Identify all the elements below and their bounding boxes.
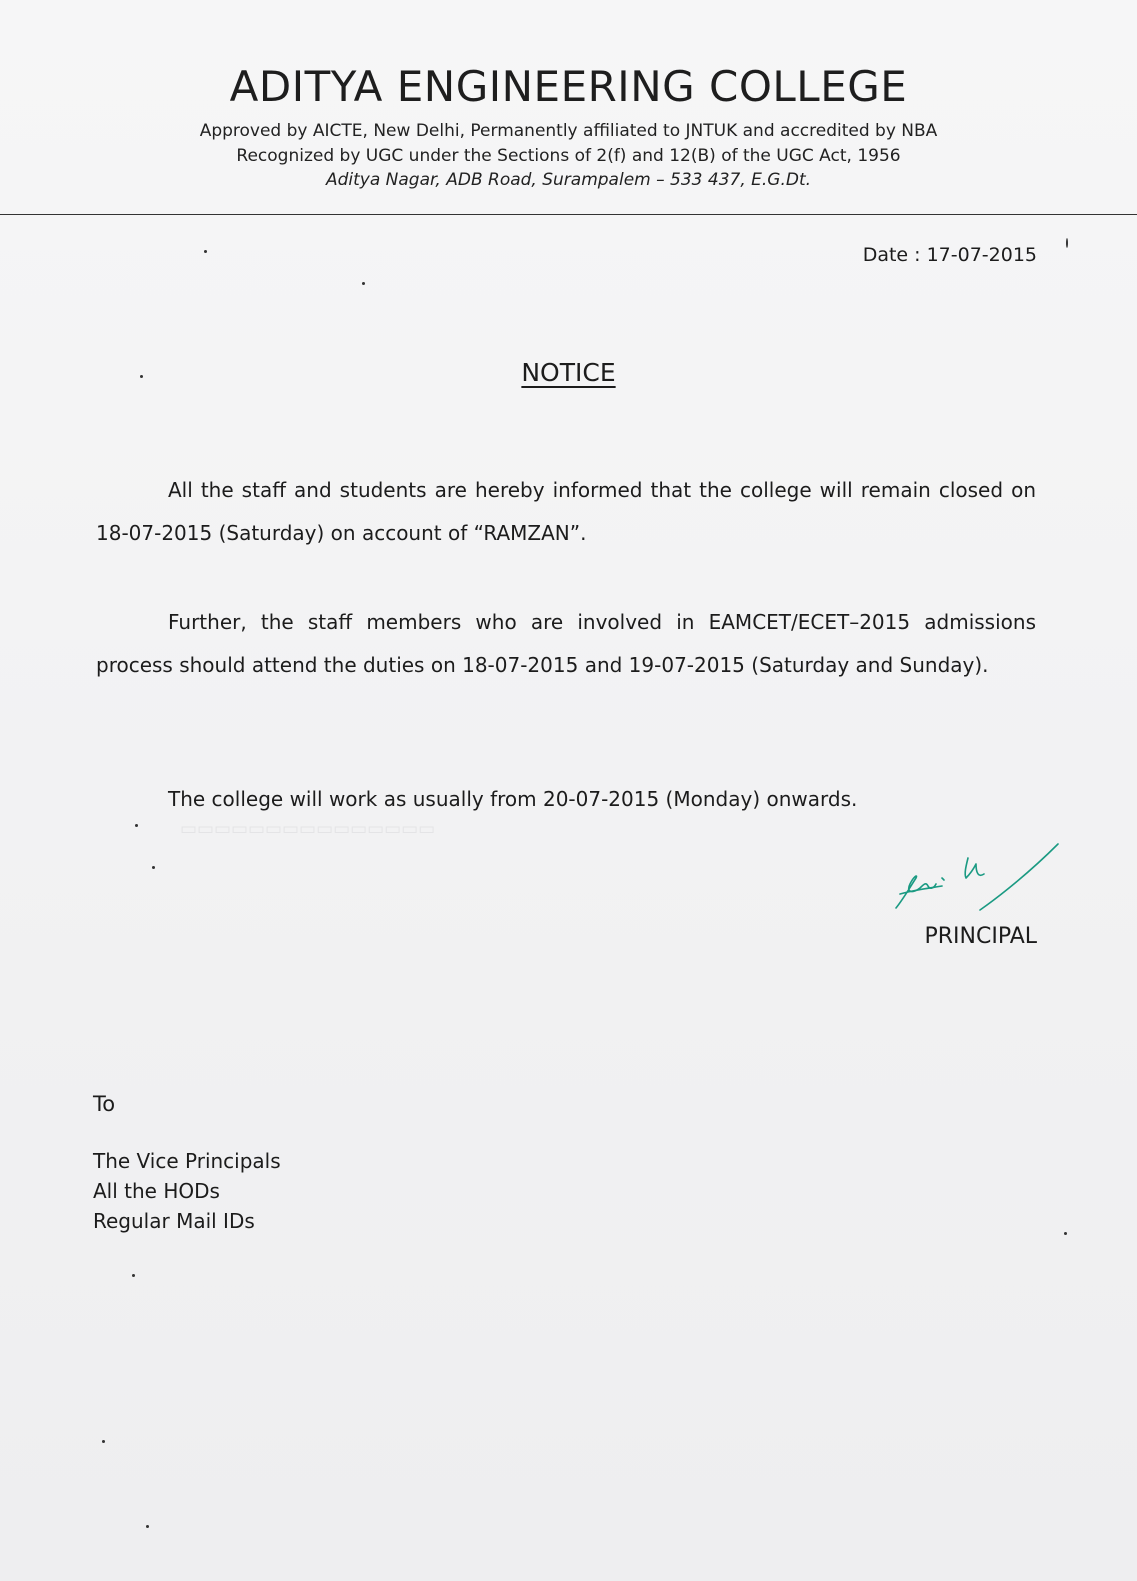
to-label: To: [93, 1092, 116, 1116]
show-through-artifact: ▭▭▭▭▭▭▭▭▭▭▭▭▭▭▭: [180, 820, 436, 841]
notice-date: Date : 17-07-2015: [862, 244, 1037, 266]
header-divider: [0, 214, 1137, 215]
principal-signature: [890, 838, 1070, 918]
scan-speck: [1066, 238, 1068, 248]
notice-paragraph-1: All the staff and students are hereby informed that the college will remain closed on 18-07-2015 (Saturday) on account of “RAMZAN”.: [96, 478, 1036, 545]
notice-paragraph-2: Further, the staff members who are involved in EAMCET/ECET–2015 admissions process should attend the duties on 18-07-2015 and 19-07-2015 (Saturday and Sunday).: [96, 610, 1036, 677]
notice-paragraph-3: The college will work as usually from 20-07-2015 (Monday) onwards.: [168, 787, 858, 811]
scan-speck: [135, 824, 138, 827]
scan-speck: [1064, 1232, 1067, 1235]
college-name: ADITYA ENGINEERING COLLEGE: [229, 62, 908, 111]
recipient-item: Regular Mail IDs: [93, 1209, 255, 1233]
scan-speck: [140, 375, 143, 378]
recipient-item: All the HODs: [93, 1179, 220, 1203]
notice-heading: [0, 358, 1137, 387]
scan-speck: [152, 866, 155, 869]
scan-speck: [204, 250, 207, 253]
scan-speck: [362, 282, 365, 285]
scan-speck: [102, 1440, 105, 1443]
notice-heading-text: NOTICE: [521, 358, 616, 387]
signatory-title: PRINCIPAL: [924, 924, 1037, 949]
recipient-list: [93, 1146, 281, 1236]
scan-speck: [146, 1525, 149, 1528]
address-line: Aditya Nagar, ADB Road, Surampalem – 533 437, E.G.Dt.: [325, 170, 812, 190]
recipient-item: The Vice Principals: [93, 1149, 281, 1173]
scan-speck: [132, 1274, 135, 1277]
approval-line: Approved by AICTE, New Delhi, Permanently affiliated to JNTUK and accredited by NBA: [199, 121, 938, 141]
recognition-line: Recognized by UGC under the Sections of 2(f) and 12(B) of the UGC Act, 1956: [236, 146, 901, 166]
